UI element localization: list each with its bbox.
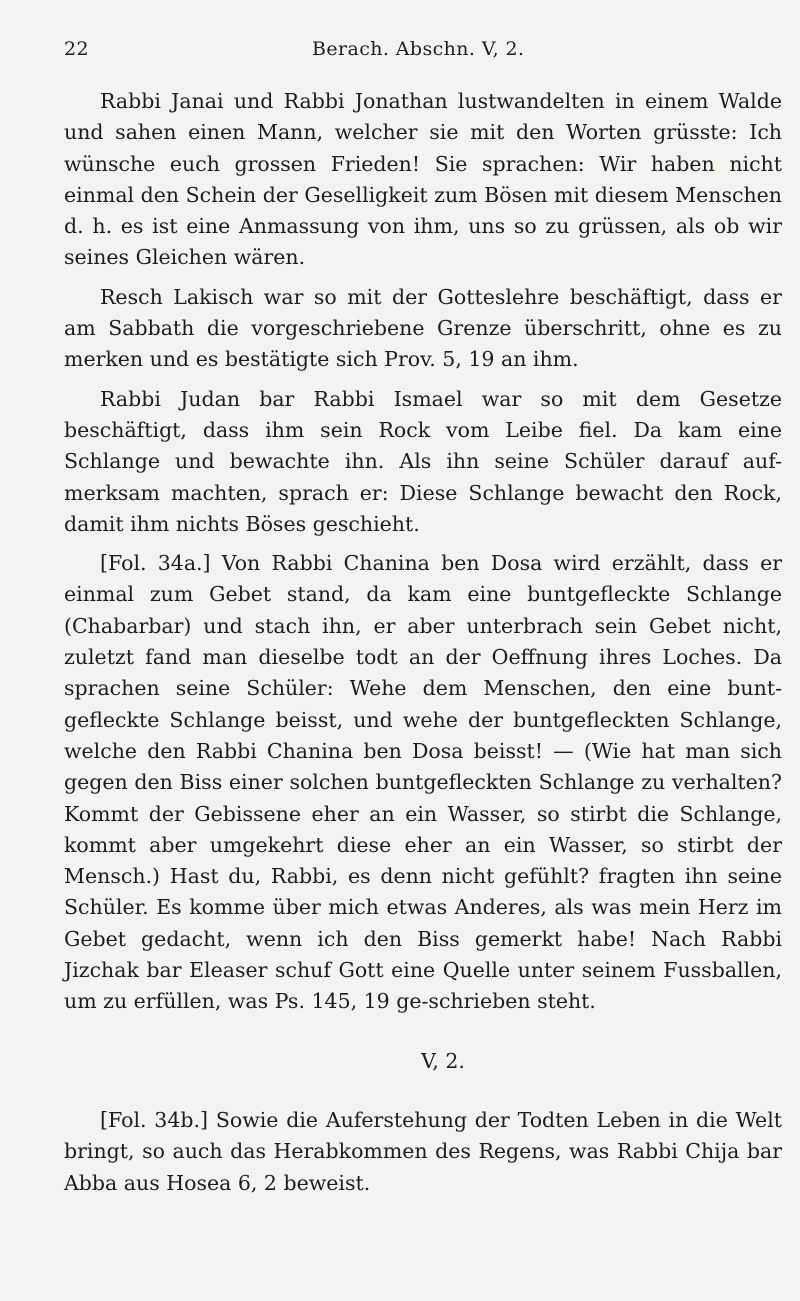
- paragraph-resch-lakisch: Resch Lakisch war so mit der Gotteslehre beschäftigt, dass er am Sabbath die vorgeschriebene Grenze überschritt, ohne es zu merken und es bestätigte sich Prov. 5, 19 an ihm.: [64, 284, 782, 372]
- body-text: [64, 86, 782, 1207]
- paragraph-fol-34b: [Fol. 34b.] Sowie die Auferstehung der Todten Leben in die Welt bringt, so auch das Herabkommen des Regens, was Rabbi Chija bar Abba aus Hosea 6, 2 beweist.: [64, 1107, 782, 1195]
- paragraph-janai-jonathan: Rabbi Janai und Rabbi Jonathan lustwandelten in einem Walde und sahen einen Mann, welcher sie mit den Worten grüsste: Ich wünsche euch grossen Frieden! Sie sprachen: Wir haben nicht einmal den Schein der Geselligkeit zum Bösen mit diesem Menschen d. h. es ist eine Anmassung von ihm, uns so zu grüssen, als ob wir seines Gleichen wären.: [64, 89, 782, 270]
- running-head: Berach. Abschn. V, 2.: [312, 38, 525, 60]
- paragraph-judan-ismael: Rabbi Judan bar Rabbi Ismael war so mit dem Gesetze beschäftigt, dass ihm sein Rock vom Leibe fiel. Da kam eine Schlange und bewachte ihn. Als ihn seine Schüler darauf auf-merksam machten, sprach er: Diese Schlange bewacht den Rock, damit ihm nichts Böses geschieht.: [64, 386, 782, 536]
- paragraph-chanina-ben-dosa: [Fol. 34a.] Von Rabbi Chanina ben Dosa wird erzählt, dass er einmal zum Gebet stand, da kam eine buntgefleckte Schlange (Chabarbar) und stach ihn, er aber unterbrach sein Gebet nicht, zuletzt fand man dieselbe todt an der Oeffnung ihres Loches. Da sprachen seine Schüler: Wehe dem Menschen, den eine bunt-gefleckte Schlange beisst, und wehe der buntgefleckten Schlange, welche den Rabbi Chanina ben Dosa beisst! — (Wie hat man sich gegen den Biss einer solchen buntgefleckten Schlange zu verhalten? Kommt der Gebissene eher an ein Wasser, so stirbt die Schlange, kommt aber umgekehrt diese eher an ein Wasser, so stirbt der Mensch.) Hast du, Rabbi, es denn nicht gefühlt? fragten ihn seine Schüler. Es komme über mich etwas Anderes, als was mein Herz im Gebet gedacht, wenn ich den Biss gemerkt habe! Nach Rabbi Jizchak bar Eleaser schuf Gott eine Quelle unter seinem Fussballen, um zu erfüllen, was Ps. 145, 19 ge-schrieben steht.: [64, 551, 782, 1014]
- page-number: 22: [64, 38, 89, 60]
- page-header: [64, 38, 782, 78]
- book-page: [64, 38, 782, 1207]
- section-heading: V, 2.: [421, 1048, 465, 1073]
